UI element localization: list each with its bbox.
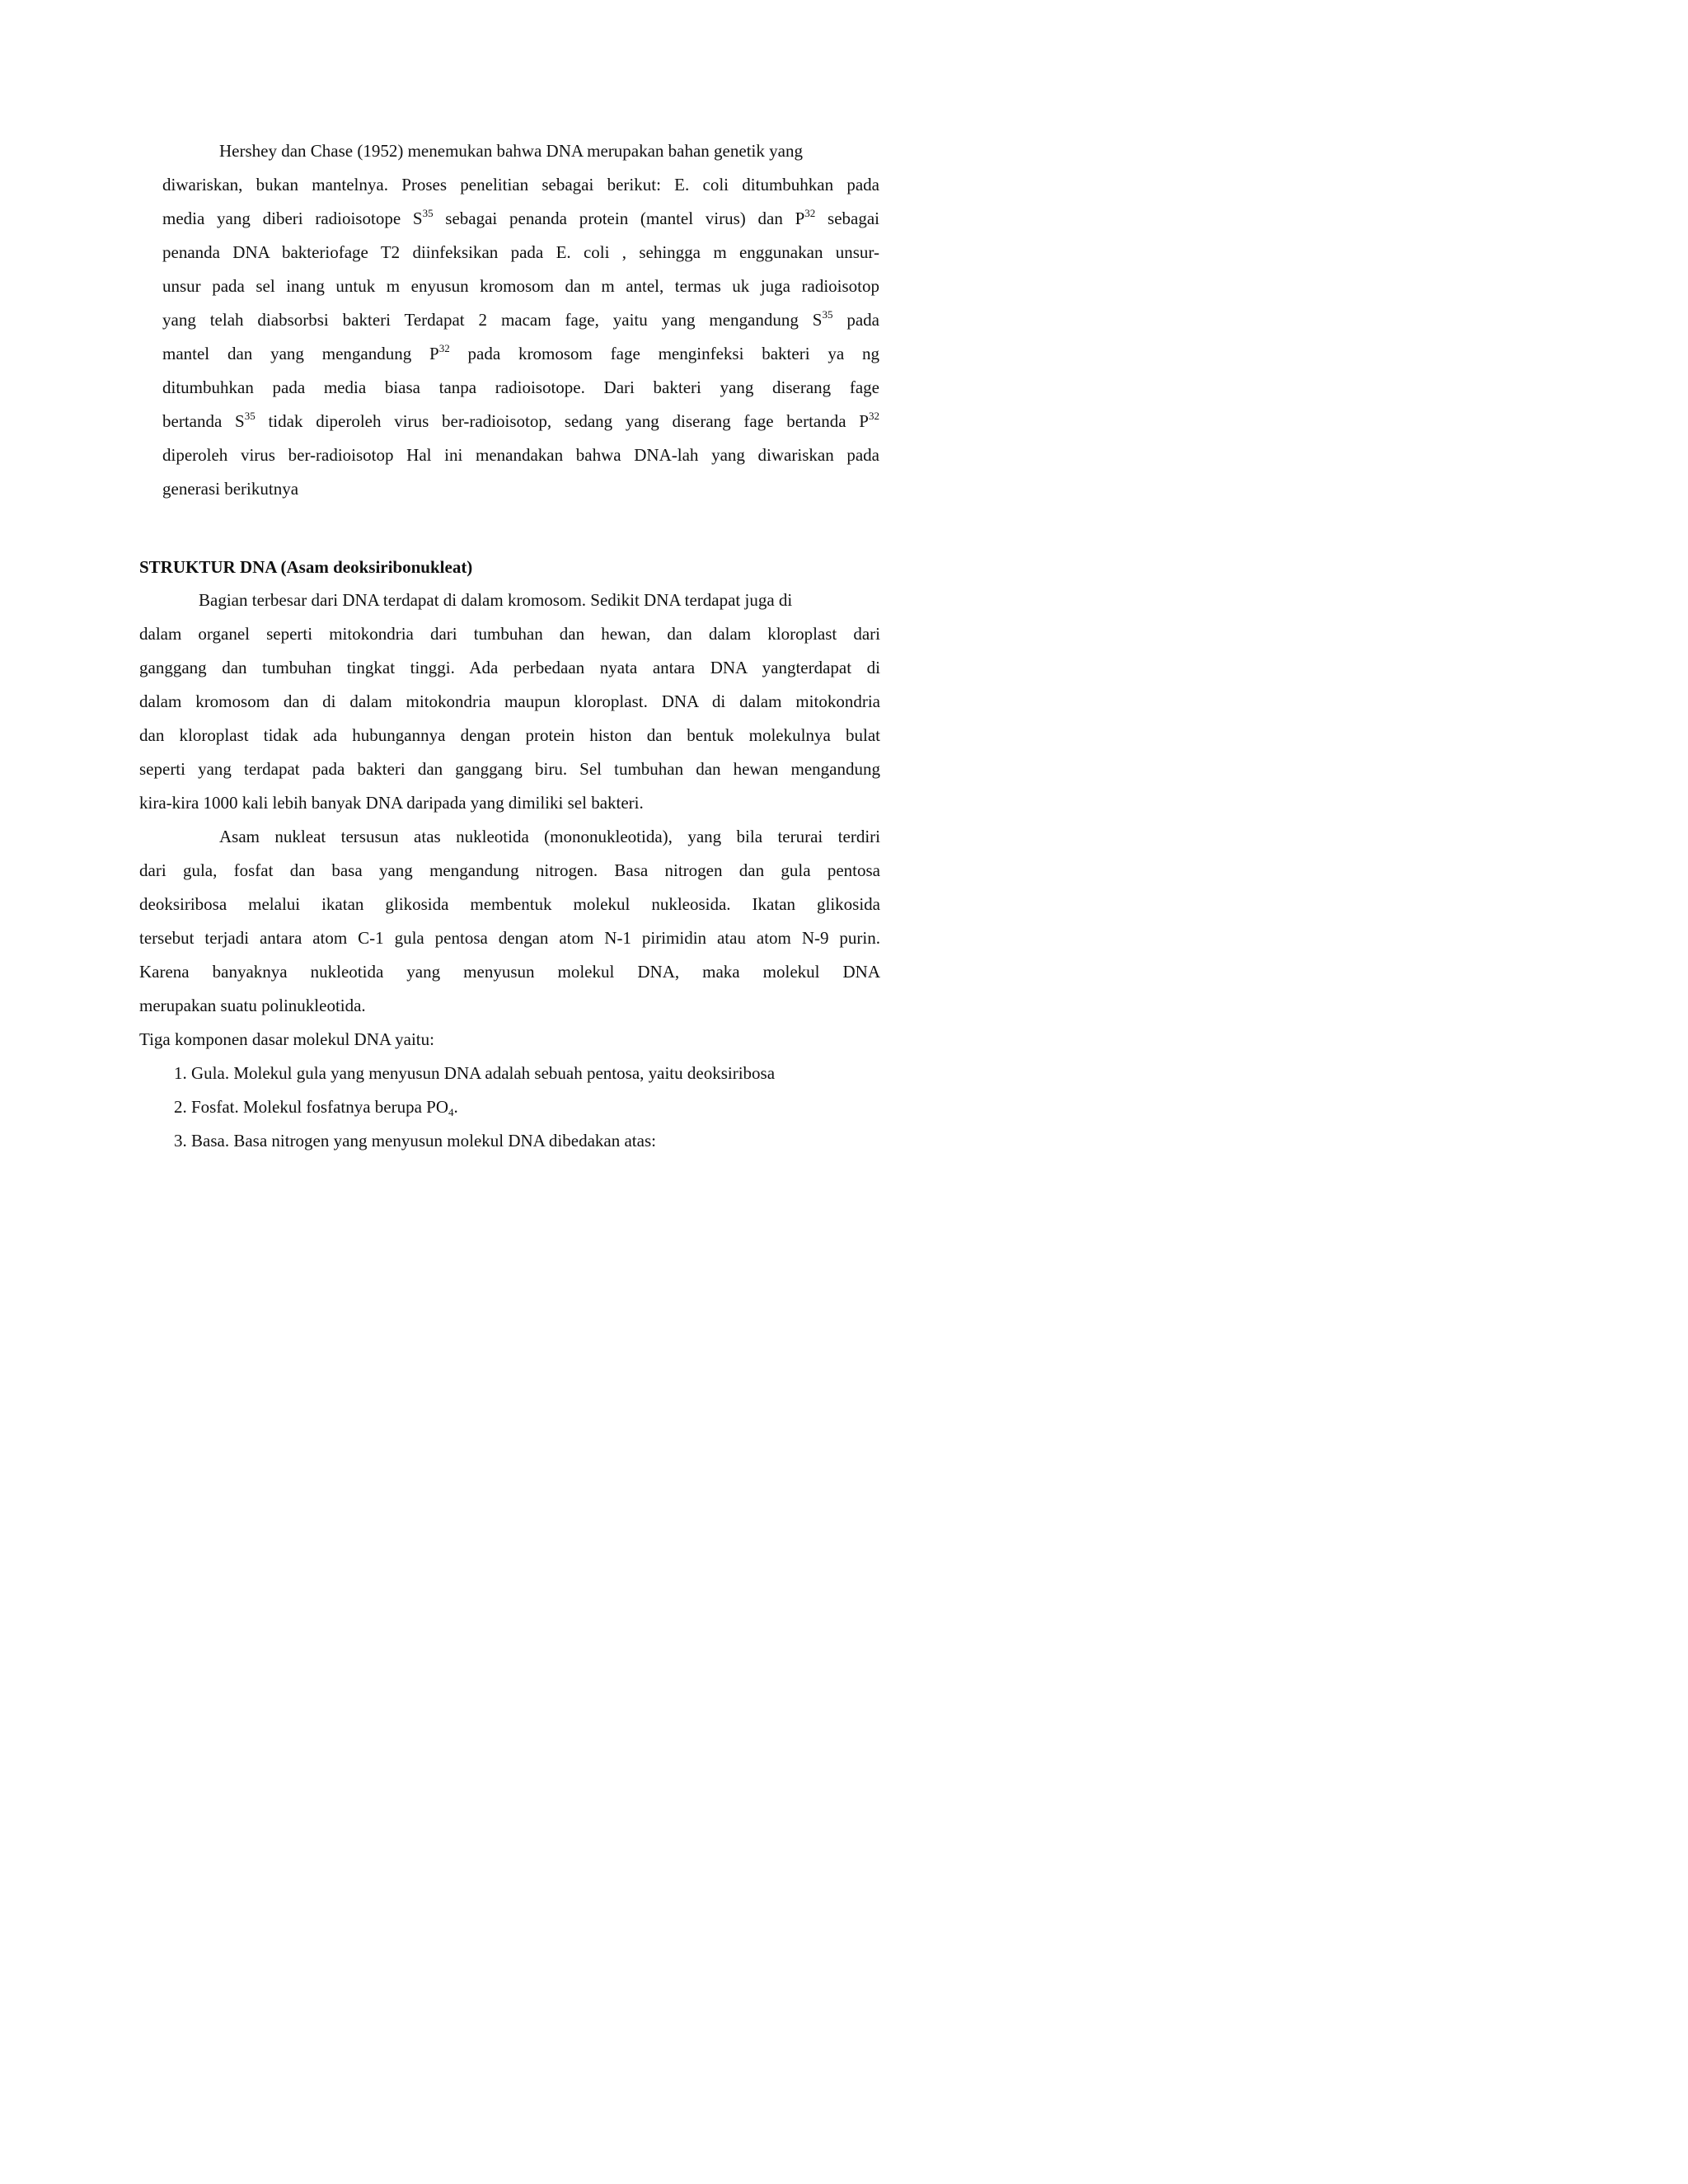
intro-line-7: mantel dan yang mengandung $P^{32}$ pada kromosom fage menginfeksi bakteri ya ng — [162, 342, 879, 363]
intro-line-2: diwariskan, bukan mantelnya. Proses penelitian sebagai berikut: E. coli ditumbuhkan pada — [162, 175, 879, 194]
paragraph-3-line: Karena banyaknya nukleotida yang menyusun molekul DNA, maka molekul DNA — [139, 962, 880, 982]
paragraph-2-line: Bagian terbesar dari DNA terdapat di dalam kromosom. Sedikit DNA terdapat juga di — [199, 590, 793, 610]
intro-line-11: generasi berikutnya — [162, 479, 299, 499]
intro-line-3: media yang diberi radioisotope $S^{35}$ sebagai penanda protein (mantel virus) dan $P^{32}$ sebagai — [162, 207, 879, 228]
intro-line-5: unsur pada sel inang untuk m enyusun kromosom dan m antel, termas uk juga radioisotop — [162, 276, 879, 296]
paragraph-3-line: dari gula, fosfat dan basa yang mengandung nitrogen. Basa nitrogen dan gula pentosa — [139, 860, 880, 880]
paragraph-3-line: Asam nukleat tersusun atas nukleotida (mononukleotida), yang bila terurai terdiri — [219, 827, 880, 846]
paragraph-3-line: tersebut terjadi antara atom C-1 gula pentosa dengan atom N-1 pirimidin atau atom N-9 purin. — [139, 928, 880, 948]
paragraph-2-line: dan kloroplast tidak ada hubungannya dengan protein histon dan bentuk molekulnya bulat — [139, 725, 880, 745]
section-heading: STRUKTUR DNA (Asam deoksiribonukleat) — [139, 557, 473, 577]
paragraph-2-line: dalam kromosom dan di dalam mitokondria maupun kloroplast. DNA di dalam mitokondria — [139, 691, 880, 711]
paragraph-3-line: deoksiribosa melalui ikatan glikosida membentuk molekul nukleosida. Ikatan glikosida — [139, 894, 880, 914]
intro-line-9: bertanda $S^{35}$ tidak diperoleh virus ber-radioisotop, sedang yang diserang fage bertanda $P^{32}$ — [162, 410, 879, 431]
paragraph-3-line: merupakan suatu polinukleotida. — [139, 996, 366, 1015]
paragraph-2-line: ganggang dan tumbuhan tingkat tinggi. Ada perbedaan nyata antara DNA yangterdapat di — [139, 658, 880, 677]
paragraph-2-line: kira-kira 1000 kali lebih banyak DNA daripada yang dimiliki sel bakteri. — [139, 793, 644, 813]
list-item-basa: 3. Basa. Basa nitrogen yang menyusun molekul DNA dibedakan atas: — [174, 1131, 656, 1151]
paragraph-2-line: dalam organel seperti mitokondria dari tumbuhan dan hewan, dan dalam kloroplast dari — [139, 624, 880, 644]
list-item-gula: 1. Gula. Molekul gula yang menyusun DNA adalah sebuah pentosa, yaitu deoksiribosa — [174, 1063, 776, 1083]
paragraph-2-line: seperti yang terdapat pada bakteri dan ganggang biru. Sel tumbuhan dan hewan mengandung — [139, 759, 880, 779]
intro-line-6: yang telah diabsorbsi bakteri Terdapat 2 macam fage, yaitu yang mengandung $S^{35}$ pada — [162, 308, 879, 330]
intro-line-8: ditumbuhkan pada media biasa tanpa radioisotope. Dari bakteri yang diserang fage — [162, 377, 879, 397]
list-intro: Tiga komponen dasar molekul DNA yaitu: — [139, 1029, 434, 1049]
intro-line-10: diperoleh virus ber-radioisotop Hal ini menandakan bahwa DNA-lah yang diwariskan pada — [162, 445, 879, 465]
list-item-fosfat: 2. Fosfat. Molekul fosfatnya berupa $PO_4$. — [174, 1097, 458, 1118]
intro-line-4: penanda DNA bakteriofage T2 diinfeksikan pada E. coli , sehingga m enggunakan unsur- — [162, 242, 879, 262]
intro-line-1: Hershey dan Chase (1952) menemukan bahwa DNA merupakan bahan genetik yang — [219, 141, 803, 161]
